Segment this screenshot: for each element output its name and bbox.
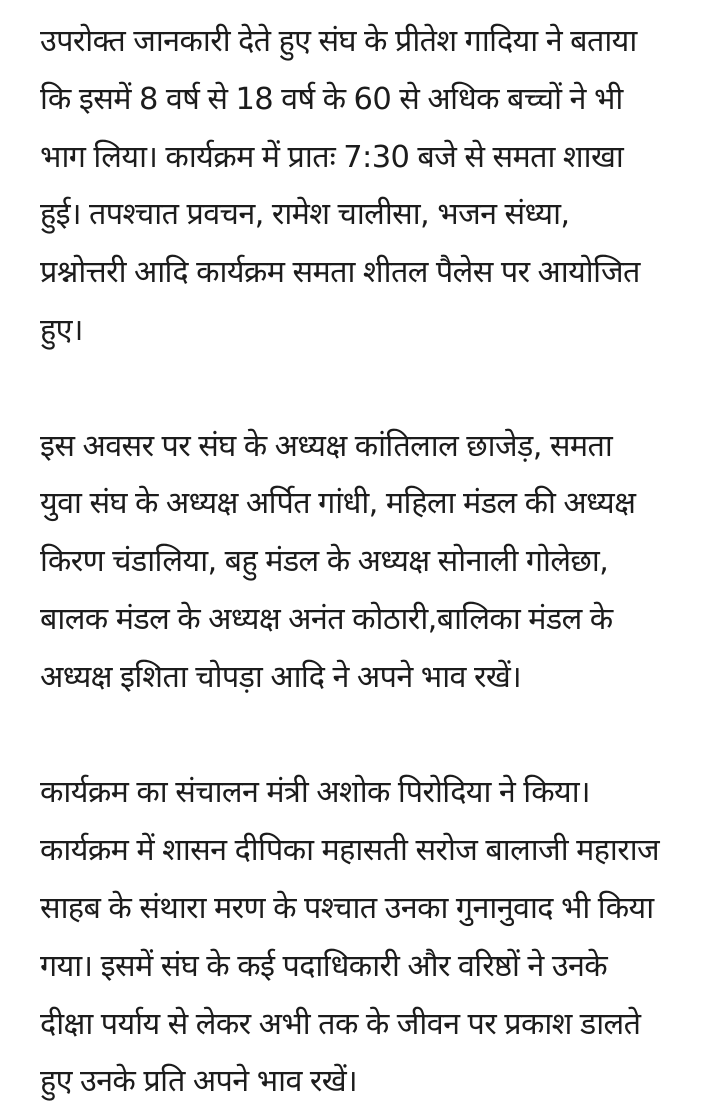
text-line: हुए। (40, 312, 83, 348)
text-line: अध्यक्ष इशिता चोपड़ा आदि ने अपने भाव रखें। (40, 659, 522, 695)
paragraph-tribute (40, 764, 690, 1111)
text-line: गया। इसमें संघ के कई पदाधिकारी और वरिष्ठों ने उनके (40, 948, 608, 984)
text-line: कार्यक्रम में शासन दीपिका महासती सरोज बालाजी महाराज (40, 833, 660, 869)
text-line: हुई। तपश्चात प्रवचन, रामेश चालीसा, भजन संध्या, (40, 197, 570, 233)
text-line: कार्यक्रम का संचालन मंत्री अशोक पिरोदिया ने किया। (40, 775, 590, 811)
text-line: उपरोक्त जानकारी देते हुए संघ के प्रीतेश गादिया ने बताया (40, 24, 637, 59)
text-line: कि इसमें 8 वर्ष से 18 वर्ष के 60 से अधिक बच्चों ने भी (40, 81, 623, 117)
paragraph-spacer (40, 360, 690, 418)
text-line: भाग लिया। कार्यक्रम में प्रातः 7:30 बजे से समता शाखा (40, 139, 624, 175)
paragraph-speakers (40, 418, 690, 707)
paragraph-event-details (40, 13, 690, 360)
paragraph-spacer (40, 707, 690, 765)
text-line: साहब के संथारा मरण के पश्चात उनका गुनानुवाद भी किया (40, 890, 654, 926)
article-body (40, 13, 690, 1111)
text-line: किरण चंडालिया, बहु मंडल के अध्यक्ष सोनाली गोलेछा, (40, 544, 609, 580)
text-line: दीक्षा पर्याय से लेकर अभी तक के जीवन पर प्रकाश डालते (40, 1006, 641, 1042)
text-line: युवा संघ के अध्यक्ष अर्पित गांधी, महिला मंडल की अध्यक्ष (40, 486, 636, 522)
text-line: इस अवसर पर संघ के अध्यक्ष कांतिलाल छाजेड़, समता (40, 428, 613, 464)
text-line: बालक मंडल के अध्यक्ष अनंत कोठारी,बालिका मंडल के (40, 601, 613, 637)
text-line: हुए उनके प्रति अपने भाव रखें। (40, 1064, 358, 1100)
text-line: प्रश्नोत्तरी आदि कार्यक्रम समता शीतल पैलेस पर आयोजित (40, 255, 640, 291)
